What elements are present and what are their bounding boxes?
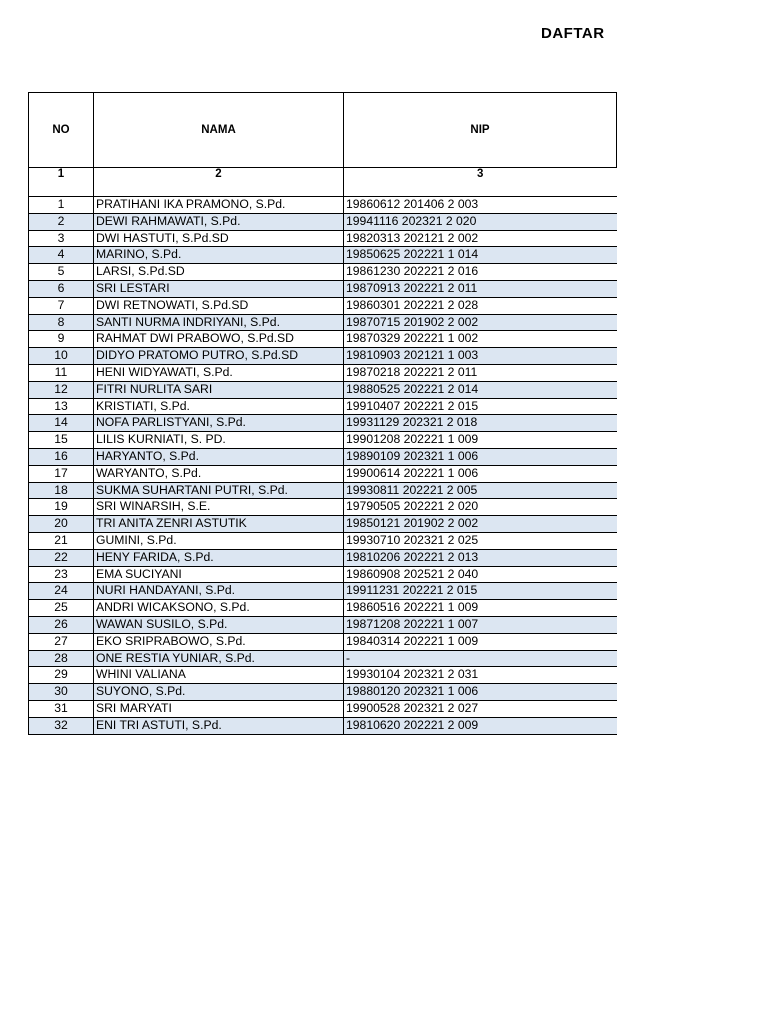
cell-nama[interactable]: HENI WIDYAWATI, S.Pd.	[94, 364, 344, 381]
spacer-cell	[344, 181, 617, 197]
cell-no[interactable]: 1	[29, 197, 94, 214]
table-row[interactable]	[29, 280, 617, 297]
cell-nama[interactable]: NOFA PARLISTYANI, S.Pd.	[94, 415, 344, 432]
cell-nama[interactable]: WHINI VALIANA	[94, 667, 344, 684]
header-nama: NAMA	[94, 93, 344, 168]
cell-no[interactable]: 22	[29, 549, 94, 566]
cell-no[interactable]: 32	[29, 717, 94, 734]
cell-nama[interactable]: LARSI, S.Pd.SD	[94, 264, 344, 281]
cell-no[interactable]: 10	[29, 348, 94, 365]
cell-nama[interactable]: LILIS KURNIATI, S. PD.	[94, 432, 344, 449]
table-row[interactable]	[29, 700, 617, 717]
cell-no[interactable]: 24	[29, 583, 94, 600]
cell-no[interactable]: 8	[29, 314, 94, 331]
cell-nip[interactable]: 19900528 202321 2 027	[344, 700, 617, 717]
cell-nama[interactable]: EKO SRIPRABOWO, S.Pd.	[94, 633, 344, 650]
table-row[interactable]	[29, 566, 617, 583]
cell-no[interactable]: 25	[29, 600, 94, 617]
cell-no[interactable]: 28	[29, 650, 94, 667]
column-number-nip: 3	[344, 168, 617, 182]
cell-no[interactable]: 29	[29, 667, 94, 684]
table-row[interactable]	[29, 297, 617, 314]
cell-no[interactable]: 21	[29, 532, 94, 549]
cell-nip[interactable]: 19931129 202321 2 018	[344, 415, 617, 432]
cell-nip[interactable]: 19930104 202321 2 031	[344, 667, 617, 684]
cell-no[interactable]: 4	[29, 247, 94, 264]
cell-nama[interactable]: WAWAN SUSILO, S.Pd.	[94, 616, 344, 633]
table-row[interactable]	[29, 684, 617, 701]
table-row[interactable]	[29, 717, 617, 734]
cell-no[interactable]: 26	[29, 616, 94, 633]
header-no: NO	[29, 93, 94, 168]
cell-nama[interactable]: DEWI RAHMAWATI, S.Pd.	[94, 213, 344, 230]
cell-nip[interactable]: 19900614 202221 1 006	[344, 465, 617, 482]
header-nip: NIP	[344, 93, 617, 168]
spacer-cell	[29, 181, 94, 197]
cell-nip[interactable]: -	[344, 650, 617, 667]
cell-nama[interactable]: NURI HANDAYANI, S.Pd.	[94, 583, 344, 600]
table-row[interactable]	[29, 667, 617, 684]
employee-table	[28, 92, 617, 735]
table-row[interactable]	[29, 583, 617, 600]
cell-no[interactable]: 14	[29, 415, 94, 432]
cell-no[interactable]: 15	[29, 432, 94, 449]
table-row[interactable]	[29, 247, 617, 264]
table-row[interactable]	[29, 197, 617, 214]
cell-nama[interactable]: HENY FARIDA, S.Pd.	[94, 549, 344, 566]
cell-nip[interactable]: 19870329 202221 1 002	[344, 331, 617, 348]
cell-nama[interactable]: EMA SUCIYANI	[94, 566, 344, 583]
cell-nip[interactable]: 19860516 202221 1 009	[344, 600, 617, 617]
cell-nip[interactable]: 19880525 202221 2 014	[344, 381, 617, 398]
cell-nip[interactable]: 19870913 202221 2 011	[344, 280, 617, 297]
cell-nip[interactable]: 19880120 202321 1 006	[344, 684, 617, 701]
cell-no[interactable]: 9	[29, 331, 94, 348]
cell-nip[interactable]: 19850625 202221 1 014	[344, 247, 617, 264]
table-row[interactable]	[29, 432, 617, 449]
table-row[interactable]	[29, 230, 617, 247]
table-row[interactable]	[29, 331, 617, 348]
table-row[interactable]	[29, 482, 617, 499]
cell-nip[interactable]: 19941116 202321 2 020	[344, 213, 617, 230]
cell-nip[interactable]: 19901208 202221 1 009	[344, 432, 617, 449]
cell-nip[interactable]: 19850121 201902 2 002	[344, 516, 617, 533]
cell-no[interactable]: 3	[29, 230, 94, 247]
cell-nama[interactable]: SRI WINARSIH, S.E.	[94, 499, 344, 516]
cell-nama[interactable]: ENI TRI ASTUTI, S.Pd.	[94, 717, 344, 734]
cell-nip[interactable]: 19860612 201406 2 003	[344, 197, 617, 214]
table-row[interactable]	[29, 499, 617, 516]
cell-nama[interactable]: RAHMAT DWI PRABOWO, S.Pd.SD	[94, 331, 344, 348]
cell-nip[interactable]: 19911231 202221 2 015	[344, 583, 617, 600]
cell-no[interactable]: 23	[29, 566, 94, 583]
cell-no[interactable]: 11	[29, 364, 94, 381]
cell-nip[interactable]: 19790505 202221 2 020	[344, 499, 617, 516]
cell-no[interactable]: 5	[29, 264, 94, 281]
cell-no[interactable]: 31	[29, 700, 94, 717]
cell-nip[interactable]: 19861230 202221 2 016	[344, 264, 617, 281]
cell-no[interactable]: 20	[29, 516, 94, 533]
table-row[interactable]	[29, 381, 617, 398]
table-row[interactable]	[29, 532, 617, 549]
cell-nip[interactable]: 19871208 202221 1 007	[344, 616, 617, 633]
table-row[interactable]	[29, 633, 617, 650]
cell-no[interactable]: 13	[29, 398, 94, 415]
cell-nip[interactable]: 19930710 202321 2 025	[344, 532, 617, 549]
table-row[interactable]	[29, 314, 617, 331]
employee-table-container	[28, 92, 616, 735]
spacer-cell	[94, 181, 344, 197]
table-row[interactable]	[29, 650, 617, 667]
table-row[interactable]	[29, 616, 617, 633]
table-row[interactable]	[29, 213, 617, 230]
cell-no[interactable]: 16	[29, 448, 94, 465]
cell-nip[interactable]: 19810206 202221 2 013	[344, 549, 617, 566]
cell-no[interactable]: 19	[29, 499, 94, 516]
cell-nip[interactable]: 19870218 202221 2 011	[344, 364, 617, 381]
table-row[interactable]	[29, 516, 617, 533]
cell-nama[interactable]: DWI HASTUTI, S.Pd.SD	[94, 230, 344, 247]
column-number-row	[29, 168, 617, 182]
table-row[interactable]	[29, 448, 617, 465]
cell-nip[interactable]: 19820313 202121 2 002	[344, 230, 617, 247]
cell-nip[interactable]: 19930811 202221 2 005	[344, 482, 617, 499]
table-row[interactable]	[29, 600, 617, 617]
cell-nama[interactable]: WARYANTO, S.Pd.	[94, 465, 344, 482]
cell-nama[interactable]: ONE RESTIA YUNIAR, S.Pd.	[94, 650, 344, 667]
cell-nama[interactable]: SRI MARYATI	[94, 700, 344, 717]
cell-nama[interactable]: SUKMA SUHARTANI PUTRI, S.Pd.	[94, 482, 344, 499]
cell-nama[interactable]: ANDRI WICAKSONO, S.Pd.	[94, 600, 344, 617]
cell-no[interactable]: 6	[29, 280, 94, 297]
cell-nama[interactable]: KRISTIATI, S.Pd.	[94, 398, 344, 415]
table-header-row	[29, 93, 617, 168]
cell-nip[interactable]: 19860301 202221 2 028	[344, 297, 617, 314]
table-row[interactable]	[29, 398, 617, 415]
document-title: DAFTAR	[541, 25, 605, 42]
table-row[interactable]	[29, 415, 617, 432]
cell-no[interactable]: 12	[29, 381, 94, 398]
table-row[interactable]	[29, 264, 617, 281]
cell-no[interactable]: 27	[29, 633, 94, 650]
cell-nip[interactable]: 19860908 202521 2 040	[344, 566, 617, 583]
table-body	[29, 197, 617, 735]
cell-nama[interactable]: FITRI NURLITA SARI	[94, 381, 344, 398]
cell-nama[interactable]: DWI RETNOWATI, S.Pd.SD	[94, 297, 344, 314]
cell-nama[interactable]: TRI ANITA ZENRI ASTUTIK	[94, 516, 344, 533]
column-number-no: 1	[29, 168, 94, 182]
cell-nip[interactable]: 19890109 202321 1 006	[344, 448, 617, 465]
cell-nama[interactable]: GUMINI, S.Pd.	[94, 532, 344, 549]
cell-nip[interactable]: 19810903 202121 1 003	[344, 348, 617, 365]
cell-no[interactable]: 17	[29, 465, 94, 482]
cell-no[interactable]: 30	[29, 684, 94, 701]
spacer-row	[29, 181, 617, 197]
cell-nama[interactable]: SUYONO, S.Pd.	[94, 684, 344, 701]
cell-nama[interactable]: MARINO, S.Pd.	[94, 247, 344, 264]
table-row[interactable]	[29, 348, 617, 365]
cell-nama[interactable]: SRI LESTARI	[94, 280, 344, 297]
cell-nama[interactable]: SANTI NURMA INDRIYANI, S.Pd.	[94, 314, 344, 331]
cell-nama[interactable]: PRATIHANI IKA PRAMONO, S.Pd.	[94, 197, 344, 214]
cell-no[interactable]: 2	[29, 213, 94, 230]
cell-nip[interactable]: 19810620 202221 2 009	[344, 717, 617, 734]
table-row[interactable]	[29, 465, 617, 482]
cell-no[interactable]: 18	[29, 482, 94, 499]
cell-nip[interactable]: 19910407 202221 2 015	[344, 398, 617, 415]
cell-nip[interactable]: 19840314 202221 1 009	[344, 633, 617, 650]
cell-nama[interactable]: HARYANTO, S.Pd.	[94, 448, 344, 465]
cell-nama[interactable]: DIDYO PRATOMO PUTRO, S.Pd.SD	[94, 348, 344, 365]
cell-nip[interactable]: 19870715 201902 2 002	[344, 314, 617, 331]
column-number-nama: 2	[94, 168, 344, 182]
table-row[interactable]	[29, 364, 617, 381]
table-row[interactable]	[29, 549, 617, 566]
cell-no[interactable]: 7	[29, 297, 94, 314]
